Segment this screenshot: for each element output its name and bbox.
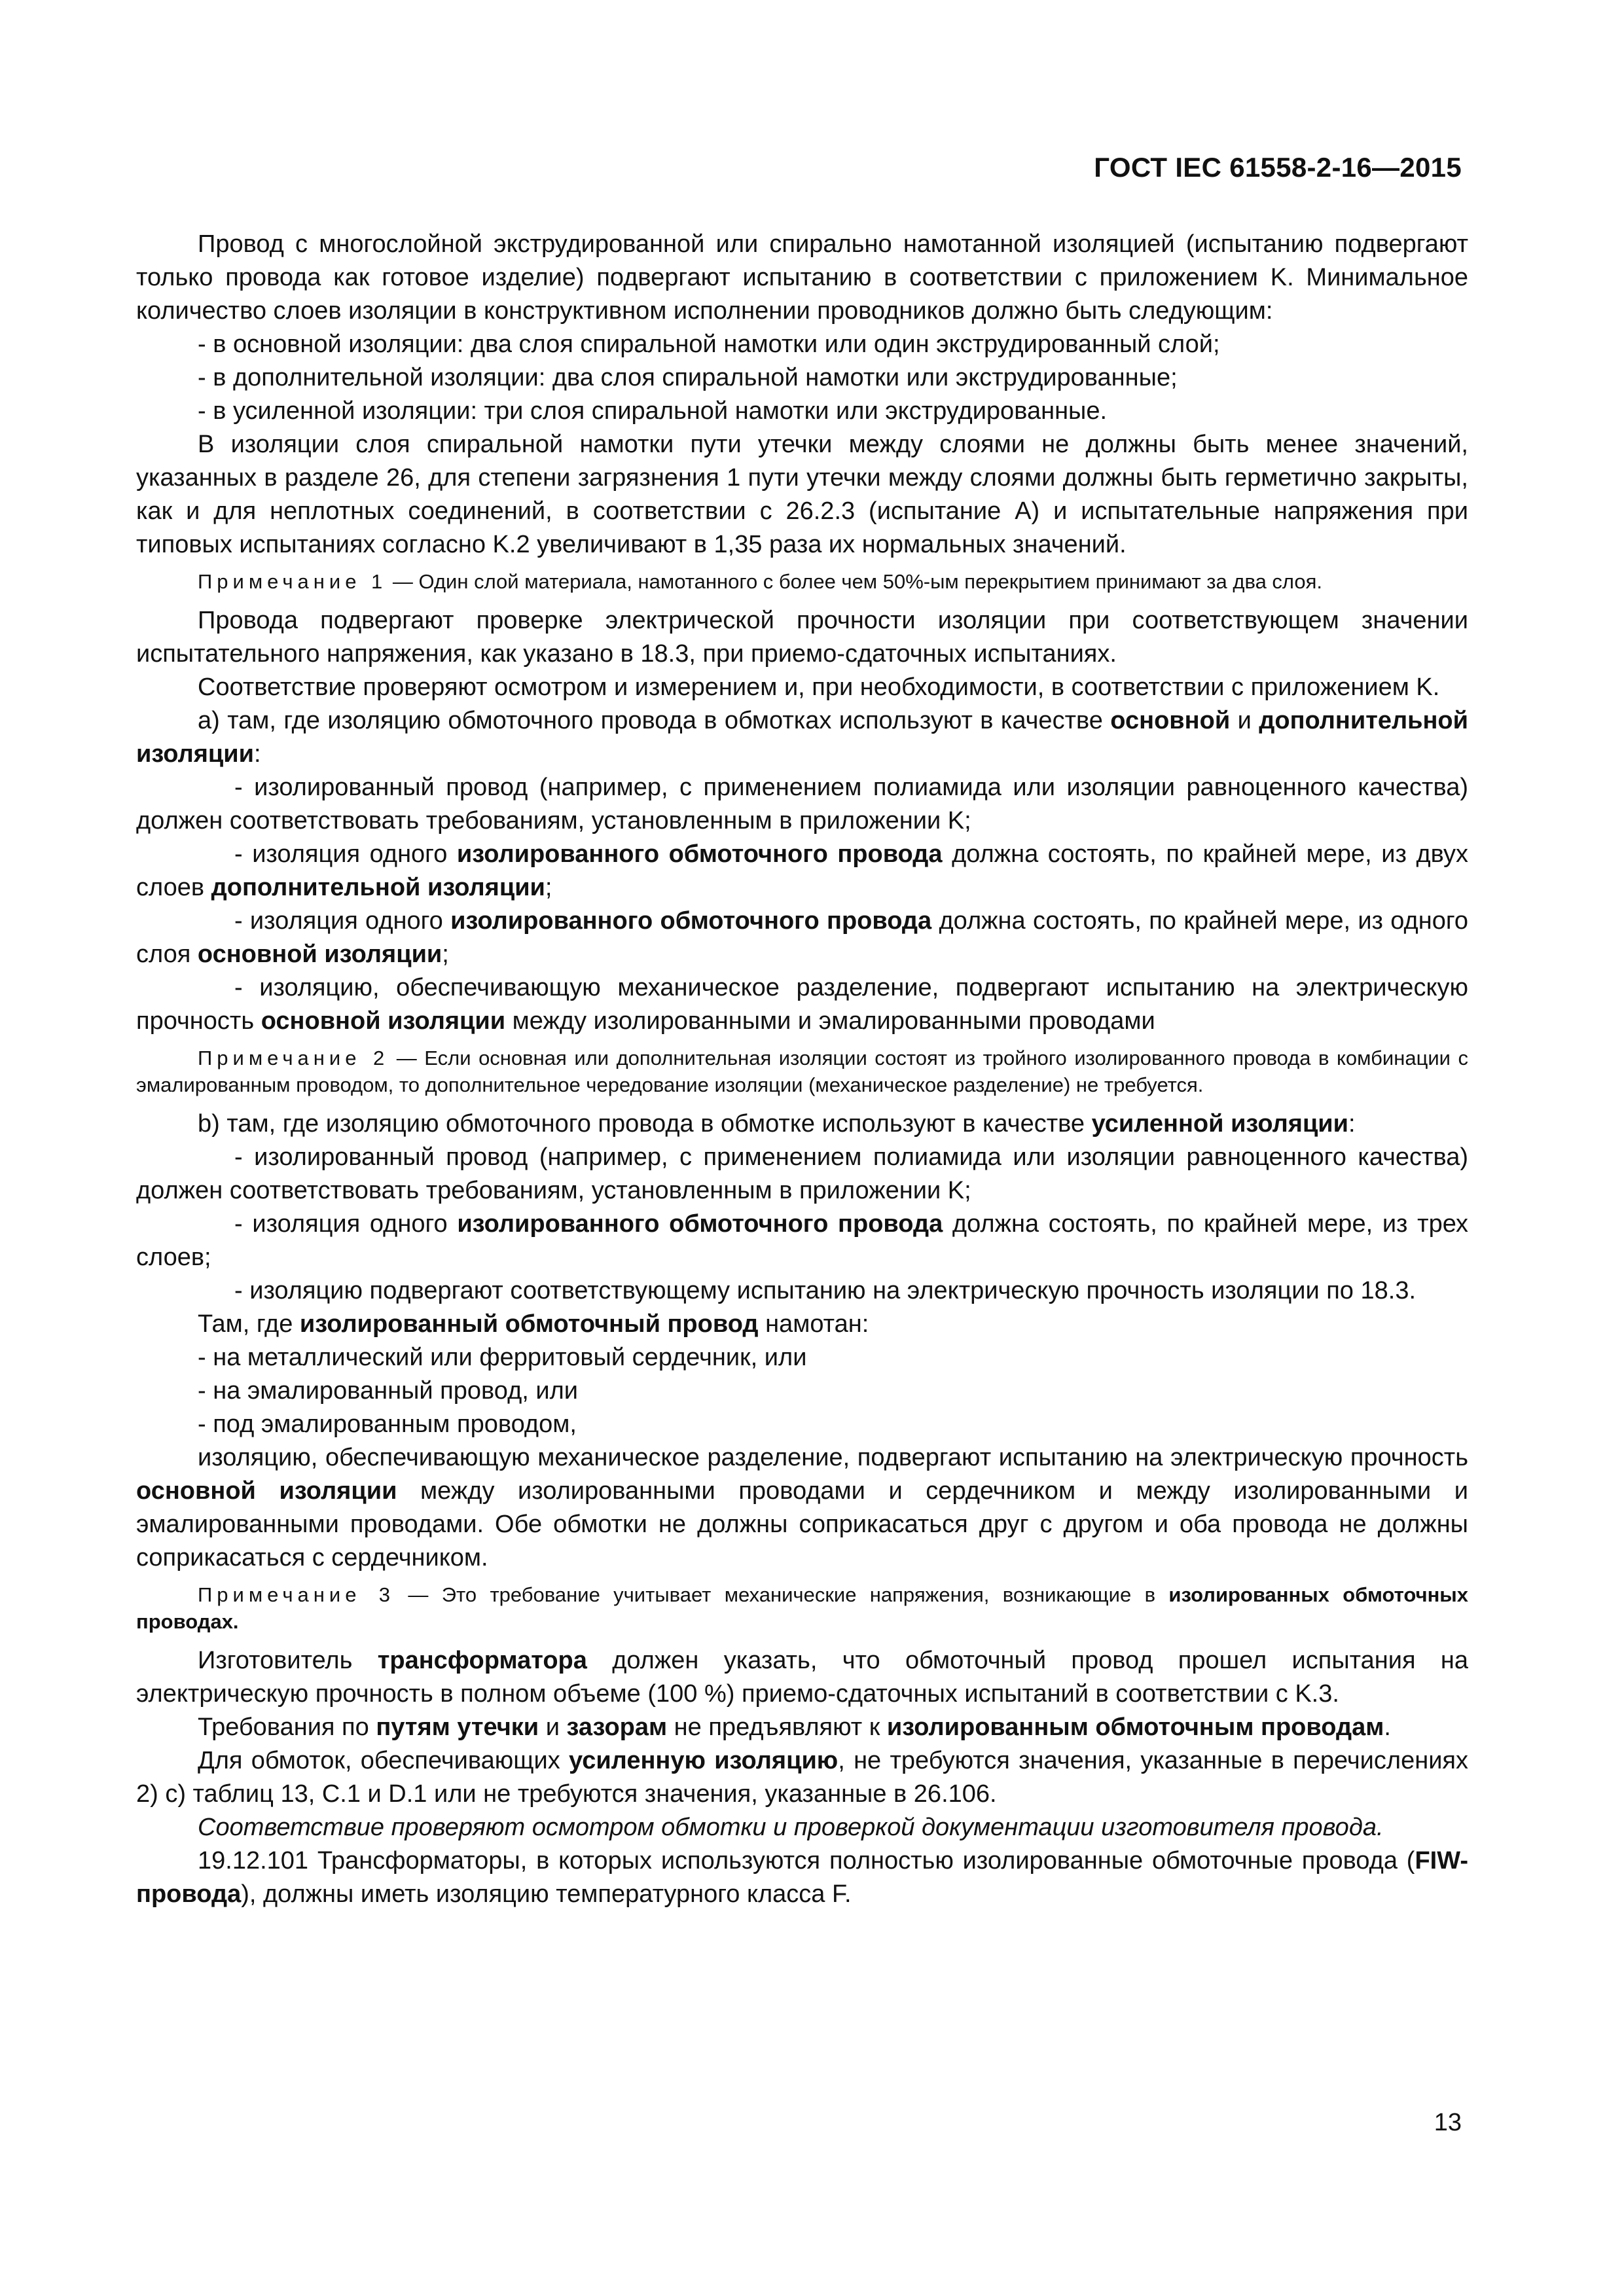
- item-b: [136, 1107, 1468, 1141]
- note-label: Примечание 1: [198, 570, 388, 593]
- text: .: [1384, 1713, 1391, 1741]
- paragraph: [136, 1844, 1468, 1911]
- bold-term: основной: [1110, 707, 1231, 734]
- text: :: [253, 740, 261, 768]
- text: b) там, где изоляцию обмоточного провода в обмотке используют в качестве: [198, 1110, 1092, 1138]
- document-header: ГОСТ IEC 61558-2-16—2015: [1094, 152, 1462, 183]
- text: и: [1230, 707, 1259, 734]
- text: не предъявляют к: [667, 1713, 887, 1741]
- list-item: [136, 1208, 1468, 1274]
- list-item: - изолированный провод (например, с применением полиамида или изоляции равноценного качества) должен соответствовать требованиям, установленным в приложении K;: [136, 774, 1468, 834]
- paragraph: [136, 1711, 1468, 1744]
- text: ;: [442, 941, 449, 968]
- text: - изоляцию, обеспечивающую механическое разделение, подвергают испытанию на электрическую прочность: [136, 974, 1468, 1035]
- paragraph: [136, 1644, 1468, 1711]
- text: между изолированными и эмалированными проводами: [505, 1007, 1155, 1035]
- bold-term: усиленной изоляции: [1091, 1110, 1349, 1138]
- compliance-paragraph: [136, 1811, 1468, 1844]
- note-text: — Если основная или дополнительная изоляции состоят из тройного изолированного провода в комбинации с эмалированным проводом, то дополнительное чередование изоляции (механическое разделение) не требуется.: [136, 1047, 1468, 1096]
- text: , не требуются значения, указанные в перечислениях 2) с) таблиц 13, C.1 и D.1 или не требуются значения, указанные в 26.106.: [136, 1747, 1469, 1808]
- text: :: [1348, 1110, 1356, 1138]
- list-item: - на металлический или ферритовый сердечник, или: [198, 1344, 807, 1371]
- bold-term: изолированных обмоточных проводах.: [136, 1583, 1469, 1633]
- list-item: [136, 838, 1468, 905]
- list-item: - под эмалированным проводом,: [198, 1410, 577, 1438]
- text: а) там, где изоляцию обмоточного провода в обмотках используют в качестве: [198, 707, 1111, 734]
- bold-term: усиленную изоляцию: [569, 1747, 839, 1774]
- text: изоляцию, обеспечивающую механическое разделение, подвергают испытанию на электрическую прочность: [198, 1444, 1468, 1471]
- text: Там, где: [198, 1310, 300, 1338]
- bold-term: основной изоляции: [261, 1007, 506, 1035]
- text: и: [539, 1713, 567, 1741]
- text: Требования по: [198, 1713, 376, 1741]
- bold-term: изолированного обмоточного провода: [450, 907, 932, 935]
- item-a: [136, 704, 1468, 771]
- note-label: Примечание 3: [198, 1583, 395, 1606]
- paragraph: [136, 1308, 1468, 1341]
- text: должна состоять, по крайней мере, из двух слоев: [136, 840, 1468, 901]
- bold-term: основной изоляции: [136, 1477, 397, 1505]
- note-label: Примечание 2: [198, 1047, 389, 1069]
- list-item: - в дополнительной изоляции: два слоя спиральной намотки или экструдированные;: [198, 364, 1178, 391]
- paragraph: В изоляции слоя спиральной намотки пути утечки между слоями не должны быть менее значений, указанных в разделе 26, для степени загрязнения 1 пути утечки между слоями должны быть герметично закрыты, как и для неплотных соединений, в соответствии с 26.2.3 (испытание А) и испытательные напряжения при типовых испытаниях согласно K.2 увеличивают в 1,35 раза их нормальных значений.: [136, 431, 1468, 558]
- text: между изолированными проводами и сердечником и между изолированными и эмалированными проводами. Обе обмотки не должны соприкасаться друг с другом и оба провода не должны соприкасаться с сердечником.: [136, 1477, 1468, 1571]
- bold-term: дополнительной изоляции: [211, 874, 545, 901]
- list-item: - на эмалированный провод, или: [198, 1377, 578, 1405]
- text: Изготовитель: [198, 1647, 378, 1674]
- bold-term: изолированного обмоточного провода: [457, 1210, 943, 1238]
- paragraph: Провод с многослойной экструдированной или спирально намотанной изоляцией (испытанию подвергают только провода как готовое изделие) подвергают испытанию в соответствии с приложением K. Минимальное количество слоев изоляции в конструктивном исполнении проводников должно быть следующим:: [136, 230, 1468, 325]
- bold-term: трансформатора: [377, 1647, 587, 1674]
- note-text: — Это требование учитывает механические напряжения, возникающие в: [408, 1583, 1169, 1606]
- text: должен указать, что обмоточный провод прошел испытания на электрическую прочность в полном объеме (100 %) приемо-сдаточных испытаний в соответствии с K.3.: [136, 1647, 1468, 1708]
- note-1: [136, 568, 1468, 595]
- text: должна состоять, по крайней мере, из одного слоя: [136, 907, 1469, 968]
- paragraph: [136, 1744, 1468, 1811]
- note-text: — Один слой материала, намотанного с более чем 50%-ым перекрытием принимают за два слоя.: [392, 570, 1323, 593]
- note-3: [136, 1581, 1468, 1635]
- text: - изоляция одного: [234, 907, 451, 935]
- text: Для обмоток, обеспечивающих: [198, 1747, 569, 1774]
- list-item: - изолированный провод (например, с применением полиамида или изоляции равноценного качества) должен соответствовать требованиям, установленным в приложении K;: [136, 1143, 1468, 1204]
- bold-term: зазорам: [566, 1713, 668, 1741]
- bold-term: изолированным обмоточным проводам: [886, 1713, 1384, 1741]
- text: 19.12.101 Трансформаторы, в которых используются полностью изолированные обмоточные провода (: [198, 1847, 1415, 1874]
- bold-term: изолированный обмоточный провод: [299, 1310, 759, 1338]
- bold-term: основной изоляции: [197, 941, 442, 968]
- document-body: [136, 228, 1468, 1911]
- bold-term: дополнительной изоляции: [136, 707, 1469, 768]
- page-number: 13: [1434, 2109, 1462, 2136]
- text: намотан:: [758, 1310, 869, 1338]
- text: ;: [545, 874, 552, 901]
- text: - изоляция одного: [234, 1210, 458, 1238]
- note-2: [136, 1045, 1468, 1098]
- paragraph: Соответствие проверяют осмотром и измерением и, при необходимости, в соответствии с приложением K.: [198, 673, 1440, 701]
- list-item: [136, 971, 1468, 1038]
- text: - изоляция одного: [234, 840, 457, 868]
- list-item: - в основной изоляции: два слоя спиральной намотки или один экструдированный слой;: [198, 331, 1220, 358]
- list-item: [136, 905, 1468, 971]
- text: ), должны иметь изоляцию температурного класса F.: [241, 1880, 852, 1908]
- paragraph: [136, 1441, 1468, 1575]
- bold-term: FIW-провода: [136, 1847, 1468, 1908]
- bold-term: изолированного обмоточного провода: [456, 840, 943, 868]
- italic-text: Соответствие проверяют осмотром обмотки и проверкой документации изготовителя провода.: [198, 1814, 1384, 1841]
- text: должна состоять, по крайней мере, из трех слоев;: [136, 1210, 1468, 1271]
- list-item: - изоляцию подвергают соответствующему испытанию на электрическую прочность изоляции по 18.3.: [234, 1277, 1416, 1304]
- bold-term: путям утечки: [376, 1713, 539, 1741]
- list-item: - в усиленной изоляции: три слоя спиральной намотки или экструдированные.: [198, 397, 1108, 425]
- paragraph: Провода подвергают проверке электрической прочности изоляции при соответствующем значении испытательного напряжения, как указано в 18.3, при приемо-сдаточных испытаниях.: [136, 607, 1468, 668]
